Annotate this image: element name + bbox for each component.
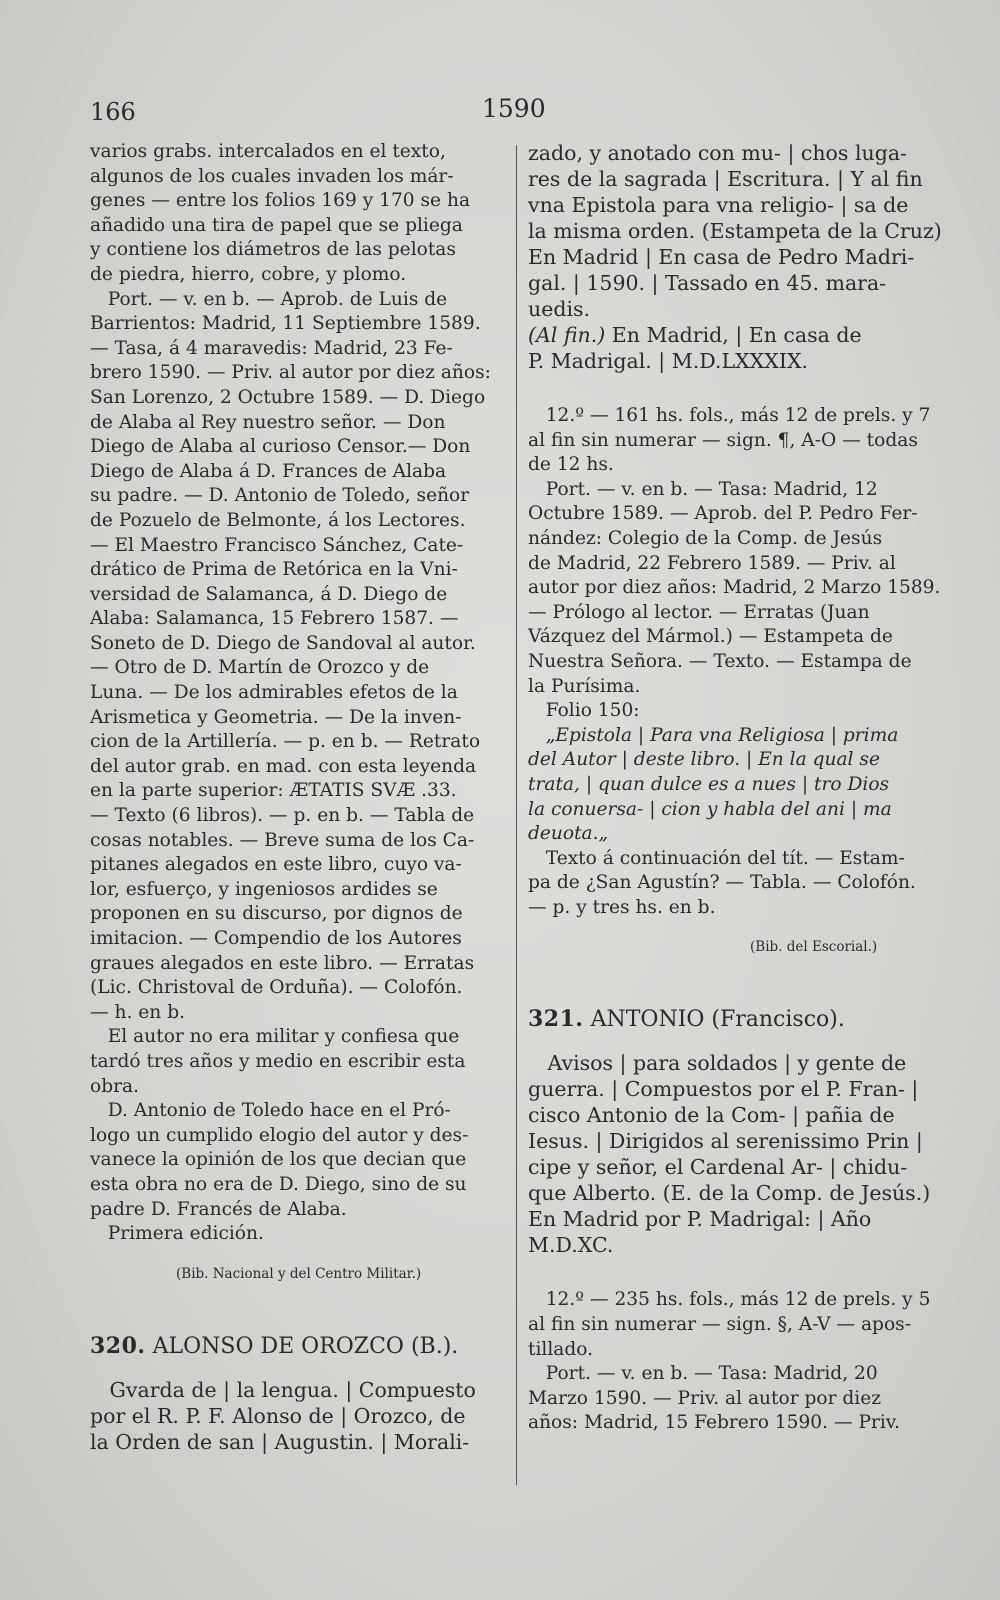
text-line: San Lorenzo, 2 Octubre 1589. — D. Diego	[90, 386, 486, 408]
text-line: en la parte superior: ÆTATIS SVÆ .33.	[90, 780, 457, 802]
text-line: zado, y anotado con mu- | chos luga-	[528, 141, 907, 165]
epistola-quote	[528, 724, 946, 847]
text-line: la misma orden. (Estampeta de la Cruz)	[528, 219, 942, 243]
text-line: años: Madrid, 15 Febrero 1590. — Priv.	[528, 1412, 901, 1434]
text-line: la Orden de san | Augustin. | Morali-	[90, 1429, 470, 1454]
entry-title	[90, 1377, 508, 1455]
text-line: proponen en su discurso, por dignos de	[90, 903, 463, 925]
text-line: y contiene los diámetros de las pelotas	[90, 239, 456, 261]
entry-title	[528, 1050, 946, 1258]
text-line: guerra. | Compuestos por el P. Fran- |	[528, 1077, 919, 1102]
library-source-note: (Bib. del Escorial.)	[750, 939, 878, 956]
right-column	[528, 140, 946, 1436]
text-line: Vázquez del Mármol.) — Estampeta de	[528, 626, 893, 648]
entry-author: ANTONIO (Francisco).	[590, 1007, 845, 1033]
entry-heading-321	[528, 1002, 946, 1036]
text-line: (Lic. Christoval de Orduña). — Colofón.	[90, 977, 463, 999]
text-line: varios grabs. intercalados en el texto,	[90, 141, 446, 162]
text-line: pitanes alegados en este libro, cuyo va-	[90, 854, 462, 876]
text-line: uedis.	[528, 297, 591, 321]
text-line: lor, esfuerço, y ingeniosos ardides se	[90, 878, 438, 900]
page-year-header: 1590	[482, 94, 546, 123]
text-line: cosas notables. — Breve suma de los Ca-	[90, 829, 475, 851]
text-line: versidad de Salamanca, á D. Diego de	[90, 583, 448, 605]
text-line: Arismetica y Geometria. — De la inven-	[90, 706, 462, 728]
left-column	[90, 140, 508, 1455]
text-line: esta obra no era de D. Diego, sino de su	[90, 1173, 467, 1195]
text-line: Avisos | para soldados | y gente de	[528, 1051, 907, 1076]
text-line: 12.º — 235 hs. fols., más 12 de prels. y 5	[528, 1289, 931, 1311]
paragraph	[90, 288, 508, 1026]
text-line: Marzo 1590. — Priv. al autor por diez	[528, 1387, 882, 1409]
text-line: obra.	[90, 1075, 139, 1097]
text-line: padre D. Francés de Alaba.	[90, 1198, 347, 1220]
text-line: En Madrid por P. Madrigal: | Año	[528, 1207, 872, 1232]
text-line: de Pozuelo de Belmonte, á los Lectores.	[90, 509, 466, 531]
folio-label: Folio 150:	[528, 700, 640, 722]
text-line: Soneto de D. Diego de Sandoval al autor.	[90, 632, 476, 654]
text-line: genes — entre los folios 169 y 170 se ha	[90, 190, 471, 212]
text-line: Port. — v. en b. — Aprob. de Luis de	[90, 288, 448, 310]
text-line: que Alberto. (E. de la Comp. de Jesús.)	[528, 1181, 931, 1206]
entry-heading-320	[90, 1329, 508, 1363]
text-line: Port. — v. en b. — Tasa: Madrid, 20	[528, 1363, 878, 1385]
paragraph	[528, 847, 946, 921]
paragraph	[90, 1099, 508, 1222]
text-line: Diego de Alaba á D. Frances de Alaba	[90, 460, 447, 482]
text-line: algunos de los cuales invaden los már-	[90, 165, 454, 187]
text-line: — Tasa, á 4 maravedis: Madrid, 23 Fe-	[90, 337, 453, 359]
text-line: del Autor | deste libro. | En la qual se	[528, 749, 880, 771]
text-line: Primera edición.	[90, 1223, 264, 1245]
text-line: vna Epistola para vna religio- | sa de	[528, 193, 909, 217]
text-line: pa de ¿San Agustín? — Tabla. — Colofón.	[528, 872, 916, 894]
text-line: Octubre 1589. — Aprob. del P. Pedro Fer-	[528, 503, 918, 525]
paragraph	[528, 478, 946, 699]
text-line: — Otro de D. Martín de Orozco y de	[90, 657, 430, 679]
paragraph	[90, 1025, 508, 1099]
text-line: Diego de Alaba al curioso Censor.— Don	[90, 436, 471, 458]
text-line: El autor no era militar y confiesa que	[90, 1026, 460, 1048]
text-line: cion de la Artillería. — p. en b. — Retrato	[90, 731, 481, 753]
text-line: Barrientos: Madrid, 11 Septiembre 1589.	[90, 313, 481, 335]
text-line: drático de Prima de Retórica en la Vni-	[90, 559, 458, 581]
text-line: de piedra, hierro, cobre, y plomo.	[90, 263, 407, 285]
text-line: „Epistola | Para vna Religiosa | prima	[528, 724, 899, 746]
text-line: brero 1590. — Priv. al autor por diez años:	[90, 362, 491, 384]
text-line: Nuestra Señora. — Texto. — Estampa de	[528, 650, 912, 672]
text-line: — Texto (6 libros). — p. en b. — Tabla de	[90, 805, 475, 827]
text-line: de Alaba al Rey nuestro señor. — Don	[90, 411, 446, 433]
text-line: — h. en b.	[90, 1001, 186, 1023]
colophon-label: (Al fin.)	[528, 323, 606, 347]
text-line: del autor grab. en mad. con esta leyenda	[90, 755, 477, 777]
text-line: Alaba: Salamanca, 15 Febrero 1587. —	[90, 608, 459, 630]
text-line: Texto á continuación del tít. — Estam-	[528, 847, 905, 869]
text-line: gal. | 1590. | Tassado en 45. mara-	[528, 271, 887, 295]
text-line: nández: Colegio de la Comp. de Jesús	[528, 527, 883, 549]
text-line: de Madrid, 22 Febrero 1589. — Priv. al	[528, 552, 896, 574]
paragraph	[90, 140, 508, 288]
text-line: — El Maestro Francisco Sánchez, Cate-	[90, 534, 464, 556]
text-line: Port. — v. en b. — Tasa: Madrid, 12	[528, 478, 878, 500]
entry-title-continued	[528, 140, 946, 322]
text-line: graues alegados en este libro. — Erratas	[90, 952, 475, 974]
text-line: deuota.„	[528, 823, 609, 845]
text-line: tillado.	[528, 1338, 594, 1360]
paragraph	[528, 1288, 946, 1436]
text-line: 12.º — 161 hs. fols., más 12 de prels. y 7	[528, 405, 931, 426]
text-line: al fin sin numerar — sign. ¶, A-O — todas	[528, 429, 918, 451]
text-line: la conuersa- | cion y habla del ani | ma	[528, 798, 892, 820]
text-line: — Prólogo al lector. — Erratas (Juan	[528, 601, 870, 623]
text-line: logo un cumplido elogio del autor y des-	[90, 1124, 469, 1146]
entry-number: 320.	[90, 1332, 146, 1359]
text-line: vanece la opinión de los que decian que	[90, 1149, 467, 1171]
text-line: cipe y señor, el Cardenal Ar- | chidu-	[528, 1155, 908, 1180]
text-line: su padre. — D. Antonio de Toledo, señor	[90, 485, 470, 507]
paragraph	[528, 404, 946, 478]
colophon-line	[528, 322, 946, 348]
text-line: autor por diez años: Madrid, 2 Marzo 1589.	[528, 577, 941, 599]
entry-number: 321.	[528, 1006, 584, 1033]
text-line: res de la sagrada | Escritura. | Y al fin	[528, 167, 923, 191]
text-line: por el R. P. F. Alonso de | Orozco, de	[90, 1403, 466, 1428]
text-line: cisco Antonio de la Com- | pañia de	[528, 1103, 895, 1128]
text-line: imitacion. — Compendio de los Autores	[90, 928, 462, 949]
text-line: Luna. — De los admirables efetos de la	[90, 682, 458, 704]
column-divider	[516, 145, 517, 1485]
text-line: la Purísima.	[528, 675, 641, 697]
text-line: al fin sin numerar — sign. §, A-V — apos-	[528, 1314, 911, 1336]
entry-author: ALONSO DE OROZCO (B.).	[152, 1333, 459, 1359]
text-line: M.D.XC.	[528, 1233, 614, 1258]
colophon-line-2: P. Madrigal. | M.D.LXXXIX.	[528, 349, 809, 373]
text-line: D. Antonio de Toledo hace en el Pró-	[90, 1100, 451, 1122]
paragraph	[90, 1222, 508, 1247]
text-line: trata, | quan dulce es a nues | tro Dios	[528, 773, 890, 795]
text-line: Iesus. | Dirigidos al serenissimo Prin |	[528, 1129, 923, 1154]
colophon-text: En Madrid, | En casa de	[605, 323, 862, 347]
text-line: En Madrid | En casa de Pedro Madri-	[528, 245, 915, 269]
text-line: tardó tres años y medio en escribir esta	[90, 1050, 466, 1072]
page-number: 166	[90, 98, 136, 126]
text-line: de 12 hs.	[528, 454, 614, 476]
text-line: Gvarda de | la lengua. | Compuesto	[90, 1377, 476, 1402]
text-line: — p. y tres hs. en b.	[528, 896, 716, 918]
text-line: añadido una tira de papel que se pliega	[90, 214, 463, 236]
library-source-note: (Bib. Nacional y del Centro Militar.)	[176, 1265, 422, 1282]
